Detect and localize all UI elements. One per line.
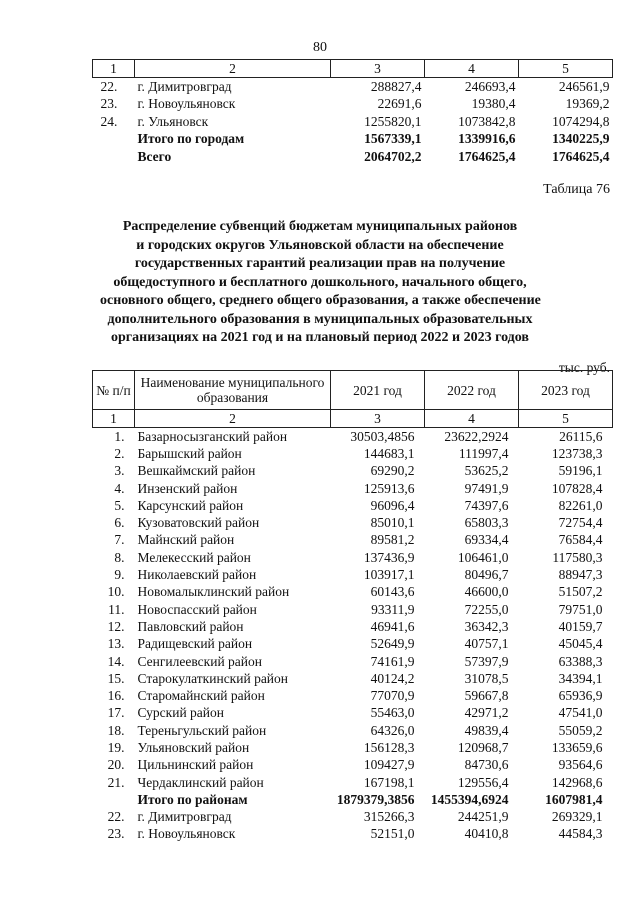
header-2022: 2022 год bbox=[425, 371, 519, 410]
value-2023: 133659,6 bbox=[551, 739, 603, 755]
table-row bbox=[93, 113, 613, 131]
row-number: 23. bbox=[100, 96, 118, 112]
units-label: тыс. руб. bbox=[558, 360, 610, 375]
value-2021: 156128,3 bbox=[363, 739, 415, 755]
row-number: 2. bbox=[114, 445, 125, 461]
value-2021: 1879379,3856 bbox=[336, 791, 415, 807]
table-row bbox=[93, 601, 613, 618]
header-cell: 5 bbox=[519, 410, 613, 428]
table-row bbox=[93, 480, 613, 497]
value-2022: 80496,7 bbox=[464, 567, 509, 583]
table-total-row bbox=[93, 148, 613, 166]
value-2022: 49839,4 bbox=[464, 722, 509, 738]
value-2023: 63388,3 bbox=[558, 653, 603, 669]
table-title bbox=[100, 218, 540, 348]
value-2021: 109427,9 bbox=[363, 757, 415, 773]
value-2022: 23622,2924 bbox=[444, 428, 509, 444]
value-2021: 89581,2 bbox=[370, 532, 415, 548]
row-name: Всего bbox=[137, 148, 172, 164]
row-number: 15. bbox=[107, 670, 125, 686]
table-row bbox=[93, 618, 613, 635]
table-row bbox=[93, 78, 613, 96]
row-number: 22. bbox=[100, 78, 118, 94]
header-cell: 5 bbox=[519, 60, 613, 78]
row-name: Итого по городам bbox=[137, 131, 245, 147]
value-2021: 96096,4 bbox=[370, 497, 415, 513]
value-2021: 77070,9 bbox=[370, 688, 415, 704]
row-name: Инзенский район bbox=[137, 480, 238, 496]
table-row bbox=[93, 653, 613, 670]
value-2023: 1340225,9 bbox=[552, 131, 610, 147]
value-2023: 93564,6 bbox=[558, 757, 603, 773]
value-2023: 40159,7 bbox=[558, 618, 603, 634]
value-2022: 46600,0 bbox=[464, 584, 509, 600]
row-name: Новоспасский район bbox=[137, 601, 257, 617]
value-2021: 103917,1 bbox=[363, 567, 415, 583]
value-2022: 84730,6 bbox=[464, 757, 509, 773]
row-number: 17. bbox=[107, 705, 125, 721]
table-header-index-row bbox=[93, 410, 613, 428]
value-2023: 65936,9 bbox=[558, 688, 603, 704]
header-cell: 4 bbox=[425, 60, 519, 78]
value-2023: 79751,0 bbox=[558, 601, 603, 617]
value-2022: 31078,5 bbox=[464, 670, 509, 686]
row-number: 9. bbox=[114, 567, 125, 583]
title-line: организациях на 2021 год и на плановый период 2022 и 2023 годов bbox=[111, 330, 529, 345]
header-2021: 2021 год bbox=[331, 371, 425, 410]
value-2023: 117580,3 bbox=[552, 549, 603, 565]
row-number bbox=[93, 131, 135, 149]
table-row bbox=[93, 774, 613, 791]
table-label: Таблица 76 bbox=[543, 182, 610, 197]
value-2021: 22691,6 bbox=[377, 96, 422, 112]
row-name: Барышский район bbox=[137, 445, 242, 461]
header-name: Наименование муниципального образования bbox=[135, 371, 331, 410]
header-cell: 4 bbox=[425, 410, 519, 428]
value-2022: 246693,4 bbox=[464, 78, 516, 94]
value-2021: 64326,0 bbox=[370, 722, 415, 738]
row-number: 10. bbox=[107, 584, 125, 600]
value-2021: 167198,1 bbox=[363, 774, 415, 790]
value-2021: 30503,4856 bbox=[350, 428, 415, 444]
table-row bbox=[93, 739, 613, 756]
row-number: 16. bbox=[107, 688, 125, 704]
table-row bbox=[93, 96, 613, 114]
row-number: 18. bbox=[107, 722, 125, 738]
table-row bbox=[93, 722, 613, 739]
header-cell: 3 bbox=[331, 410, 425, 428]
value-2023: 1607981,4 bbox=[545, 791, 603, 807]
row-number: 4. bbox=[114, 480, 125, 496]
row-name: Ульяновский район bbox=[137, 739, 250, 755]
row-name: Новомалыклинский район bbox=[137, 584, 290, 600]
value-2022: 129556,4 bbox=[457, 774, 509, 790]
row-name: Базарносызганский район bbox=[137, 428, 288, 444]
row-name: г. Ульяновск bbox=[137, 113, 209, 129]
title-line: дополнительного образования в муниципальных образовательных bbox=[107, 311, 533, 327]
row-name: Карсунский район bbox=[137, 497, 244, 513]
value-2021: 74161,9 bbox=[370, 653, 415, 669]
value-2022: 65803,3 bbox=[464, 515, 509, 531]
header-cell: 1 bbox=[93, 410, 135, 428]
title-line: и городских округов Ульяновской области на обеспечение bbox=[136, 237, 504, 253]
value-2022: 1339916,6 bbox=[458, 131, 516, 147]
row-name: Тереньгульский район bbox=[137, 722, 267, 738]
value-2023: 1074294,8 bbox=[552, 113, 610, 129]
value-2022: 69334,4 bbox=[464, 532, 509, 548]
row-number: 13. bbox=[107, 636, 125, 652]
header-cell: 2 bbox=[135, 410, 331, 428]
table-row bbox=[93, 532, 613, 549]
title-line: основного общего, среднего общего образования, а также обеспечение bbox=[100, 293, 541, 308]
table-total-row bbox=[93, 131, 613, 149]
title-line: государственных гарантий реализации прав на получение bbox=[134, 256, 506, 271]
value-2023: 47541,0 bbox=[558, 705, 603, 721]
value-2022: 57397,9 bbox=[464, 653, 509, 669]
row-name: Майнский район bbox=[137, 532, 235, 548]
table-row bbox=[93, 584, 613, 601]
row-name: г. Димитровград bbox=[137, 78, 232, 94]
row-number bbox=[93, 148, 135, 166]
value-2023: 19369,2 bbox=[565, 96, 610, 112]
value-2022: 36342,3 bbox=[464, 618, 509, 634]
value-2023: 72754,4 bbox=[558, 515, 603, 531]
row-number: 21. bbox=[107, 774, 125, 790]
page-number: 80 bbox=[313, 40, 327, 55]
row-name: Вешкаймский район bbox=[137, 463, 256, 479]
table-header-row bbox=[93, 371, 613, 410]
table-row bbox=[93, 636, 613, 653]
header-cell: 3 bbox=[331, 60, 425, 78]
row-number bbox=[93, 791, 135, 808]
row-number: 5. bbox=[114, 497, 125, 513]
value-2023: 76584,4 bbox=[558, 532, 603, 548]
table-row bbox=[93, 826, 613, 843]
value-2021: 1567339,1 bbox=[364, 131, 422, 147]
value-2021: 55463,0 bbox=[370, 705, 415, 721]
row-number: 19. bbox=[107, 739, 125, 755]
value-2023: 1764625,4 bbox=[552, 148, 610, 164]
value-2023: 59196,1 bbox=[558, 463, 603, 479]
row-number: 7. bbox=[114, 532, 125, 548]
value-2021: 2064702,2 bbox=[364, 148, 422, 164]
value-2022: 244251,9 bbox=[457, 809, 509, 825]
row-name: г. Новоульяновск bbox=[137, 96, 236, 112]
header-cell: 2 bbox=[135, 60, 331, 78]
header-cell: 1 bbox=[93, 60, 135, 78]
table-row bbox=[93, 497, 613, 514]
value-2021: 69290,2 bbox=[370, 463, 415, 479]
table-row bbox=[93, 687, 613, 704]
value-2021: 125913,6 bbox=[363, 480, 415, 496]
value-2022: 1764625,4 bbox=[458, 148, 516, 164]
value-2022: 1455394,6924 bbox=[430, 791, 509, 807]
row-number: 1. bbox=[114, 428, 125, 444]
row-number: 6. bbox=[114, 515, 125, 531]
row-name: Николаевский район bbox=[137, 567, 257, 583]
row-number: 8. bbox=[114, 549, 125, 565]
value-2022: 40410,8 bbox=[464, 826, 509, 842]
title-line: Распределение субвенций бюджетам муниципальных районов bbox=[122, 219, 518, 234]
value-2022: 42971,2 bbox=[464, 705, 509, 721]
table-row bbox=[93, 549, 613, 566]
value-2023: 123738,3 bbox=[551, 445, 603, 461]
value-2022: 53625,2 bbox=[464, 463, 509, 479]
header-num: № п/п bbox=[93, 371, 135, 410]
value-2022: 1073842,8 bbox=[458, 113, 516, 129]
table-row bbox=[93, 463, 613, 480]
value-2021: 40124,2 bbox=[370, 670, 415, 686]
row-number: 22. bbox=[107, 809, 125, 825]
value-2021: 46941,6 bbox=[370, 618, 415, 634]
table-row bbox=[93, 428, 613, 446]
row-name: Сурский район bbox=[137, 705, 224, 721]
table-row bbox=[93, 757, 613, 774]
row-name: Сенгилеевский район bbox=[137, 653, 262, 669]
table-header-index-row bbox=[93, 60, 613, 78]
table-row bbox=[93, 514, 613, 531]
row-name: Старокулаткинский район bbox=[137, 670, 289, 686]
value-2023: 269329,1 bbox=[551, 809, 603, 825]
value-2021: 137436,9 bbox=[363, 549, 415, 565]
value-2021: 85010,1 bbox=[370, 515, 415, 531]
value-2022: 111997,4 bbox=[458, 445, 509, 461]
value-2023: 107828,4 bbox=[551, 480, 603, 496]
subventions-table bbox=[92, 370, 613, 843]
row-number: 11. bbox=[108, 601, 125, 617]
value-2021: 93311,9 bbox=[371, 601, 415, 617]
value-2022: 106461,0 bbox=[457, 549, 509, 565]
table-row bbox=[93, 445, 613, 462]
row-number: 3. bbox=[114, 463, 125, 479]
value-2023: 82261,0 bbox=[558, 497, 603, 513]
row-name: Цильнинский район bbox=[137, 757, 254, 773]
row-name: Итого по районам bbox=[137, 791, 248, 807]
row-name: г. Димитровград bbox=[137, 809, 232, 825]
value-2022: 40757,1 bbox=[464, 636, 509, 652]
value-2022: 74397,6 bbox=[464, 497, 509, 513]
table-row bbox=[93, 566, 613, 583]
table-row bbox=[93, 809, 613, 826]
value-2022: 72255,0 bbox=[464, 601, 509, 617]
value-2023: 55059,2 bbox=[558, 722, 603, 738]
value-2023: 142968,6 bbox=[551, 774, 603, 790]
table-row bbox=[93, 670, 613, 687]
table-continuation bbox=[92, 59, 613, 166]
value-2023: 88947,3 bbox=[558, 567, 603, 583]
value-2023: 45045,4 bbox=[558, 636, 603, 652]
value-2022: 19380,4 bbox=[471, 96, 516, 112]
row-name: Чердаклинский район bbox=[137, 774, 264, 790]
value-2021: 52649,9 bbox=[370, 636, 415, 652]
value-2023: 246561,9 bbox=[558, 78, 610, 94]
value-2023: 26115,6 bbox=[559, 428, 603, 444]
value-2022: 120968,7 bbox=[457, 739, 509, 755]
table-row bbox=[93, 705, 613, 722]
header-2023: 2023 год bbox=[519, 371, 613, 410]
value-2021: 315266,3 bbox=[363, 809, 415, 825]
row-number: 20. bbox=[107, 757, 125, 773]
value-2021: 52151,0 bbox=[370, 826, 415, 842]
value-2023: 34394,1 bbox=[558, 670, 603, 686]
title-line: общедоступного и бесплатного дошкольного, начального общего, bbox=[113, 274, 527, 290]
row-name: г. Новоульяновск bbox=[137, 826, 236, 842]
row-name: Радищевский район bbox=[137, 636, 253, 652]
row-number: 23. bbox=[107, 826, 125, 842]
row-name: Старомайнский район bbox=[137, 688, 265, 704]
row-number: 24. bbox=[100, 113, 118, 129]
value-2022: 97491,9 bbox=[464, 480, 509, 496]
row-number: 14. bbox=[107, 653, 125, 669]
row-name: Мелекесский район bbox=[137, 549, 251, 565]
row-number: 12. bbox=[107, 618, 125, 634]
value-2021: 288827,4 bbox=[370, 78, 422, 94]
value-2021: 144683,1 bbox=[363, 445, 415, 461]
row-name: Кузоватовский район bbox=[137, 515, 260, 531]
value-2021: 60143,6 bbox=[370, 584, 415, 600]
value-2022: 59667,8 bbox=[464, 688, 509, 704]
value-2021: 1255820,1 bbox=[364, 113, 422, 129]
row-name: Павловский район bbox=[137, 618, 244, 634]
table-total-row bbox=[93, 791, 613, 808]
value-2023: 44584,3 bbox=[558, 826, 603, 842]
value-2023: 51507,2 bbox=[558, 584, 603, 600]
